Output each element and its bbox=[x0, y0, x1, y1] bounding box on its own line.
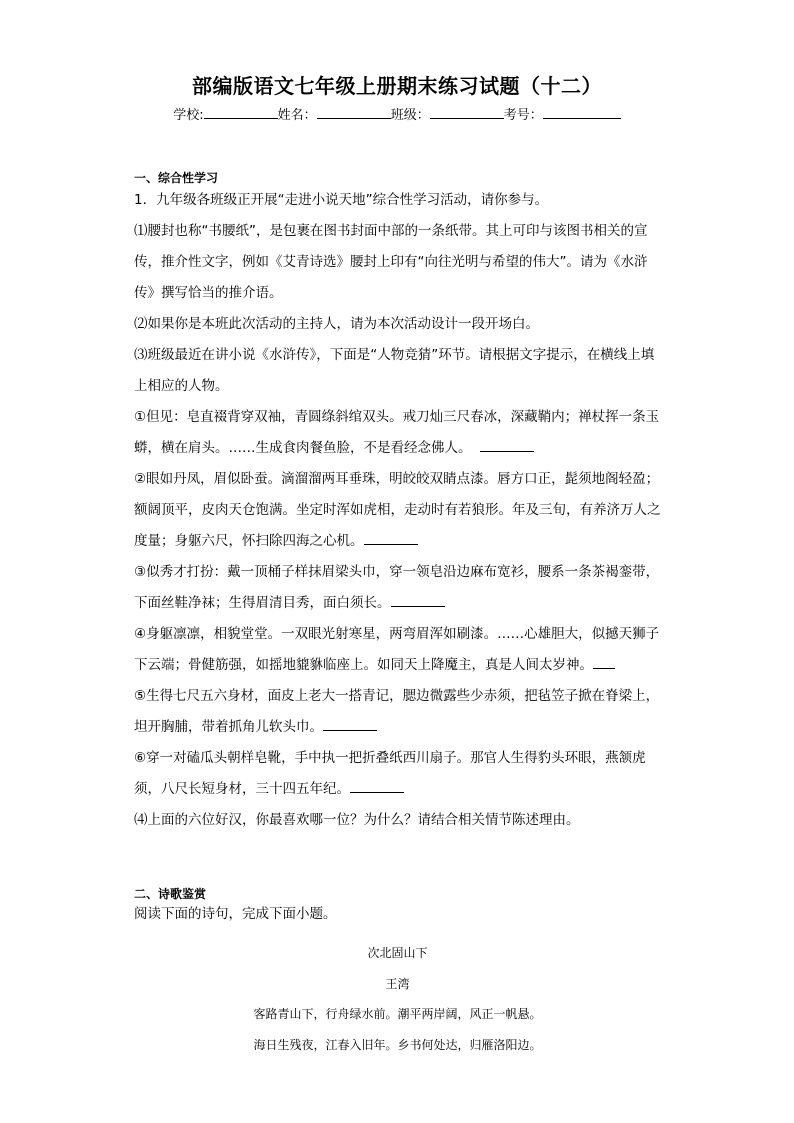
clue-2-answer-blank[interactable] bbox=[364, 532, 418, 545]
page-title: 部编版语文七年级上册期末练习试题（十二） bbox=[192, 74, 602, 98]
clue-4 bbox=[134, 619, 661, 681]
clue-3-text: ③似秀才打扮：戴一顶桶子样抹眉梁头巾，穿一领皂沿边麻布宽衫，腰系一条茶褐銮带，下面丝鞋净袜；生得眉清目秀，面白须长。 bbox=[134, 564, 660, 611]
name-blank[interactable] bbox=[317, 106, 391, 119]
poem-line-2: 海日生残夜，江春入旧年。乡书何处达，归雁洛阳边。 bbox=[253, 1038, 542, 1052]
clue-1 bbox=[134, 402, 661, 464]
poem-author: 王湾 bbox=[385, 977, 410, 991]
clue-5-answer-blank[interactable] bbox=[323, 718, 377, 731]
clue-1-text: ①但见：皂直裰背穿双袖，青圆绦斜绾双头。戒刀灿三尺春冰，深藏鞘内；禅杖挥一条玉蟒，横在肩头。……生成食肉餐鱼脸，不是看经念佛人。 bbox=[134, 409, 660, 456]
school-blank[interactable] bbox=[204, 106, 278, 119]
section1-heading: 一、综合性学习 bbox=[134, 171, 219, 185]
question-1-4: ⑷上面的六位好汉，你最喜欢哪一位？为什么？请结合相关情节陈述理由。 bbox=[134, 812, 580, 828]
clue-5 bbox=[134, 681, 661, 743]
clue-6 bbox=[134, 743, 661, 805]
clue-4-answer-blank[interactable] bbox=[593, 656, 615, 669]
clue-5-text: ⑤生得七尺五六身材，面皮上老大一搭青记，腮边微露些少赤须，把毡笠子掀在脊梁上，坦开胸脯，带着抓角儿软头巾。 bbox=[134, 688, 660, 735]
question-1-2: ⑵如果你是本班此次活动的主持人，请为本次活动设计一段开场白。 bbox=[134, 316, 539, 332]
poem-line-1: 客路青山下，行舟绿水前。潮平两岸阔，风正一帆悬。 bbox=[253, 1007, 542, 1021]
clue-4-text: ④身躯凛凛，相貌堂堂。一双眼光射寒星，两弯眉浑如刷漆。……心雄胆大，似撼天狮子下云端；骨健筋强，如摇地貔貅临座上。如同天上降魔主，真是人间太岁神。 bbox=[134, 626, 660, 673]
class-blank[interactable] bbox=[430, 106, 504, 119]
section1-body bbox=[134, 185, 661, 836]
section2-heading: 二、诗歌鉴赏 bbox=[134, 887, 207, 901]
question-1-1: ⑴腰封也称“书腰纸”，是包裹在图书封面中部的一条纸带。其上可印与该图书相关的宣传，推介性文字，例如《艾青诗选》腰封上印有“向往光明与希望的伟大”。请为《水浒传》撰写恰当的推介语。 bbox=[134, 223, 648, 301]
clue-3-answer-blank[interactable] bbox=[391, 594, 445, 607]
question-1-3: ⑶班级最近在讲小说《水浒传》，下面是“人物竞猜”环节。请根据文字提示，在横线上填上相应的人物。 bbox=[134, 347, 655, 394]
name-label: 姓名： bbox=[277, 108, 317, 123]
exam-no-label: 考号： bbox=[503, 108, 543, 123]
section2-intro: 阅读下面的诗句，完成下面小题。 bbox=[134, 906, 337, 922]
clue-1-answer-blank[interactable] bbox=[480, 439, 534, 452]
clue-6-answer-blank[interactable] bbox=[350, 780, 404, 793]
school-label: 学校: bbox=[173, 108, 204, 123]
exam-no-blank[interactable] bbox=[543, 106, 621, 119]
clue-2-text: ②眼如丹凤，眉似卧蚕。滴溜溜两耳垂珠，明皎皎双睛点漆。唇方口正，髭须地阁轻盈；额阔顶平，皮肉天仓饱满。坐定时浑如虎相，走动时有若狼形。年及三旬，有养济万人之度量；身躯六尺，怀扫除四海之心机。 bbox=[134, 471, 661, 549]
question-1-intro: 1．九年级各班级正开展“走进小说天地”综合性学习活动，请你参与。 bbox=[134, 192, 549, 208]
clue-3 bbox=[134, 557, 661, 619]
poem-title: 次北固山下 bbox=[367, 946, 428, 960]
clue-6-text: ⑥穿一对磕瓜头朝样皂靴，手中执一把折叠纸西川扇子。那官人生得豹头环眼，燕颔虎须，八尺长短身材，三十四五年纪。 bbox=[134, 750, 646, 797]
class-label: 班级： bbox=[390, 108, 430, 123]
student-info-line bbox=[0, 104, 794, 123]
clue-2 bbox=[134, 464, 661, 557]
